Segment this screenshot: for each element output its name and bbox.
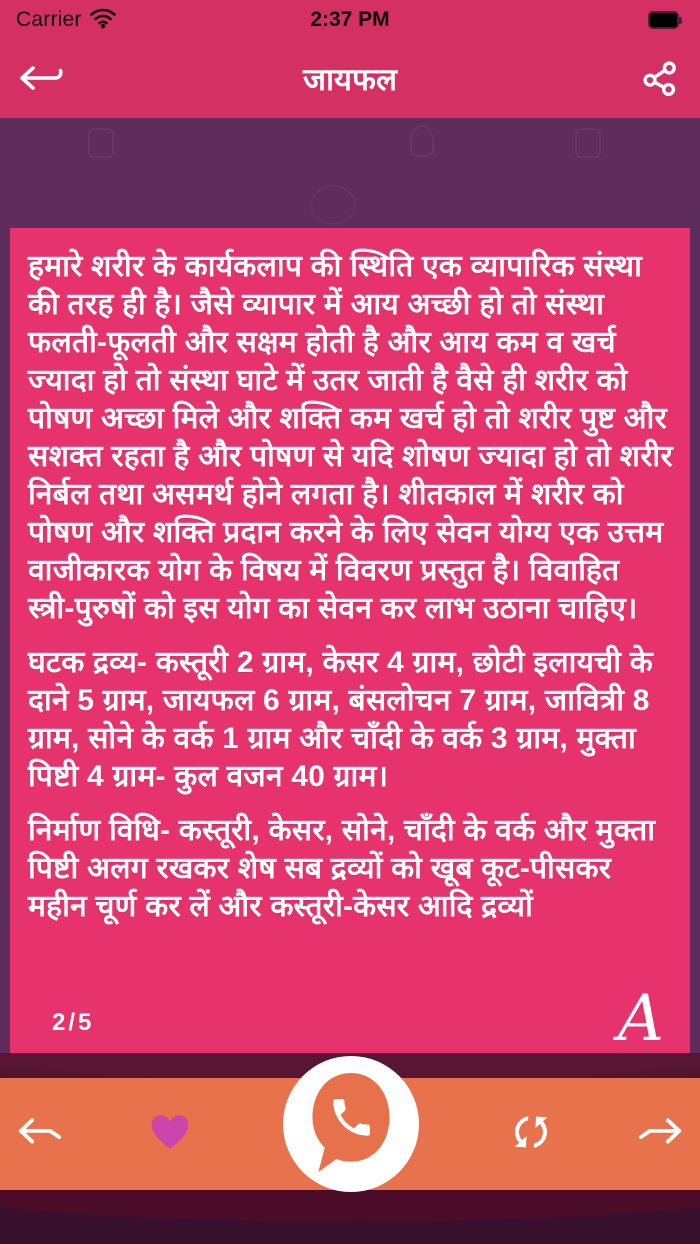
article-text [28,248,674,942]
call-bubble-icon [295,1063,407,1186]
page-title: जायफल [303,62,397,97]
page-indicator: 2/5 [52,1009,95,1036]
article-paragraph: निर्माण विधि- कस्तूरी, केसर, सोने, चाँदी के वर्क और मुक्ता पिष्टी अलग रखकर शेष सब द्रव्यों को खूब कूट-पीसकर महीन चूर्ण कर लें और कस्तूरी-केसर आदि द्रव्यों [28,814,656,923]
carrier-label: Carrier [16,8,82,31]
background-pattern [575,128,601,158]
battery-icon [648,11,684,29]
nav-bar [0,40,700,118]
article-card [10,228,690,1053]
next-page-button[interactable] [632,1108,688,1160]
background-pattern [88,128,114,158]
previous-page-button[interactable] [12,1108,68,1160]
refresh-button[interactable] [502,1108,560,1160]
favorite-button[interactable] [140,1110,200,1158]
font-size-button[interactable]: A [617,982,664,1053]
call-share-button[interactable] [283,1056,419,1192]
article-paragraph: घटक द्रव्य- कस्तूरी 2 ग्राम, केसर 4 ग्राम, छोटी इलायची के दाने 5 ग्राम, जायफल 6 ग्राम, बंसलोचन 7 ग्राम, जावित्री 8 ग्राम, सोने के वर्क 1 ग्राम और चाँदी के वर्क 3 ग्राम, मुक्ता पिष्टी 4 ग्राम- कुल वजन 40 ग्राम। [28,646,653,793]
share-icon [640,58,680,103]
background-pattern [410,125,434,157]
article-paragraph: हमारे शरीर के कार्यकलाप की स्थिति एक व्यापारिक संस्था की तरह ही है। जैसे व्यापार में आय अच्छी हो तो संस्था फलती-फूलती और सक्षम होती है और आय कम व खर्च ज्यादा हो तो संस्था घाटे में उतर जाती है वैसे ही शरीर को पोषण अच्छा मिले और शक्ति कम खर्च हो तो शरीर पुष्ट और सशक्त रहता है और पोषण से यदि शोषण ज्यादा हो तो शरीर निर्बल तथा असमर्थ होने लगता है। शीतकाल में शरीर को पोषण और शक्ति प्रदान करने के लिए सेवन योग्य एक उत्तम वाजीकारक योग के विषय में विवरण प्रस्तुत है। विवाहित स्त्री-पुरुषों को इस योग का सेवन कर लाभ उठाना चाहिए। [28,250,673,625]
share-button[interactable] [636,58,684,102]
sync-icon [507,1108,555,1161]
decorative-arc [0,1190,700,1222]
status-bar [0,0,700,40]
arrow-right-icon [634,1114,686,1155]
heart-icon [148,1112,192,1157]
bottom-background [0,1190,700,1244]
arrow-left-icon [14,1114,66,1155]
background-pattern [310,185,356,225]
clock: 2:37 PM [310,8,390,31]
